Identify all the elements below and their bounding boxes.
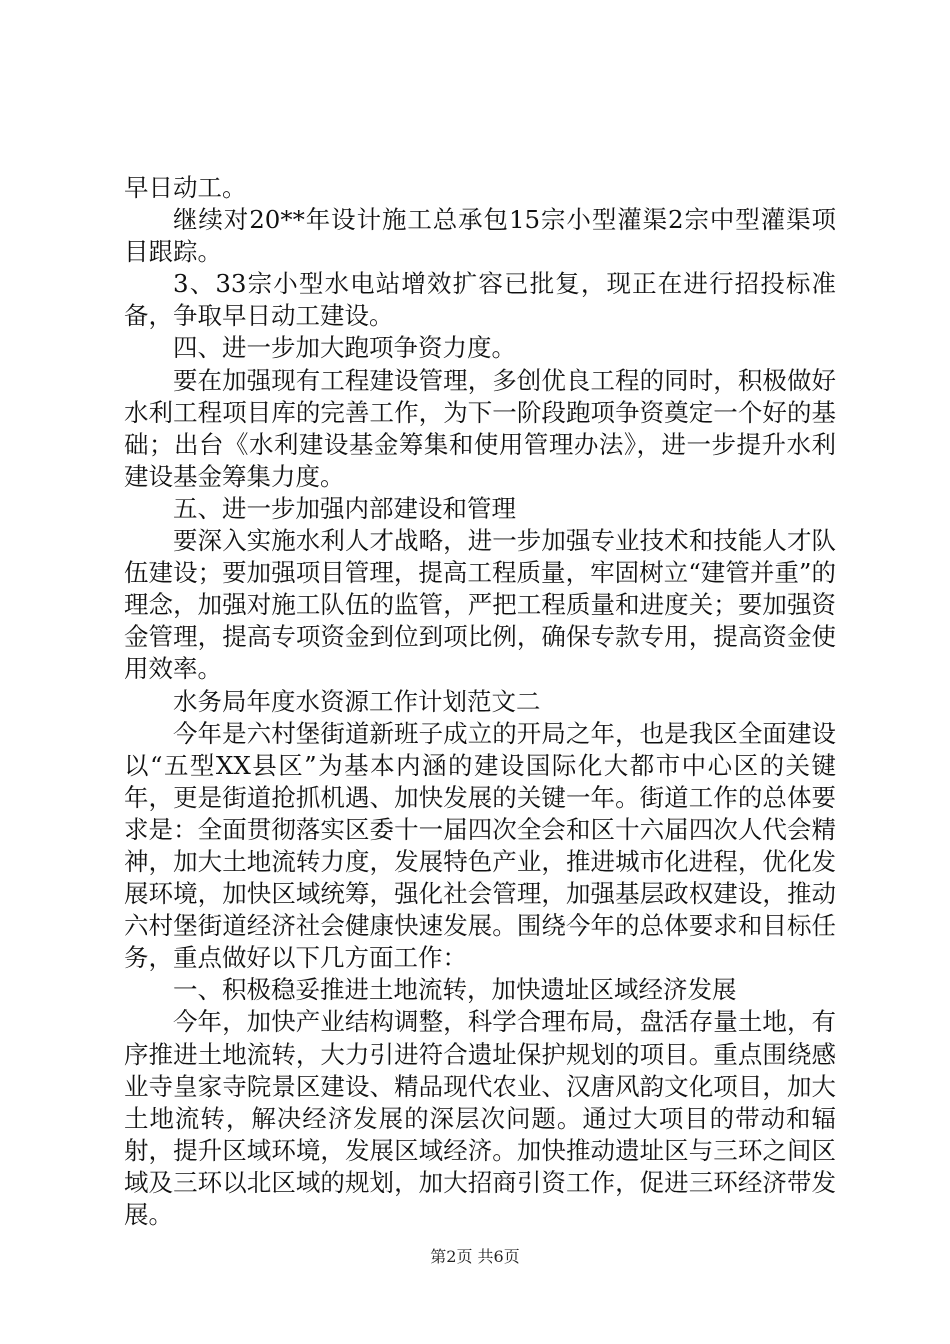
paragraph: 今年，加快产业结构调整，科学合理布局，盘活存量土地，有序推进土地流转，大力引进符合遗址保护规划的项目。重点围绕感业寺皇家寺院景区建设、精品现代农业、汉唐风韵文化项目，加大土地流转，解决经济发展的深层次问题。通过大项目的带动和辐射，提升区域环境，发展区域经济。加快推动遗址区与三环之间区域及三环以北区域的规划，加大招商引资工作，促进三环经济带发展。 (124, 1007, 836, 1229)
paragraph: 早日动工。 (124, 173, 247, 202)
paragraph: 3、33宗小型水电站增效扩容已批复，现正在进行招投标准备，争取早日动工建设。 (124, 269, 836, 331)
paragraph: 继续对20**年设计施工总承包15宗小型灌渠2宗中型灌渠项目跟踪。 (124, 205, 836, 267)
document-body (124, 172, 836, 1231)
document-title-2: 水务局年度水资源工作计划范文二 (173, 686, 541, 716)
section-heading: 五、进一步加强内部建设和管理 (173, 493, 516, 523)
section-heading: 四、进一步加大跑项争资力度。 (173, 333, 516, 363)
section-heading: 一、积极稳妥推进土地流转，加快遗址区域经济发展 (173, 975, 737, 1005)
paragraph: 今年是六村堡街道新班子成立的开局之年，也是我区全面建设以“五型XX县区”为基本内涵的建设国际化大都市中心区的关键年，更是街道抢抓机遇、加快发展的关键一年。街道工作的总体要求是：全面贯彻落实区委十一届四次全会和区十六届四次人代会精神，加大土地流转力度，发展特色产业，推进城市化进程，优化发展环境，加快区域统筹，强化社会管理，加强基层政权建设，推动六村堡街道经济社会健康快速发展。围绕今年的总体要求和目标任务，重点做好以下几方面工作： (124, 718, 836, 973)
paragraph: 要在加强现有工程建设管理，多创优良工程的同时，积极做好水利工程项目库的完善工作，为下一阶段跑项争资奠定一个好的基础；出台《水利建设基金筹集和使用管理办法》，进一步提升水利建设基金筹集力度。 (124, 365, 836, 491)
paragraph: 要深入实施水利人才战略，进一步加强专业技术和技能人才队伍建设；要加强项目管理，提高工程质量，牢固树立“建管并重”的理念，加强对施工队伍的监管，严把工程质量和进度关；要加强资金管理，提高专项资金到位到项比例，确保专款专用，提高资金使用效率。 (124, 526, 836, 684)
page-footer: 第2页 共6页 (430, 1247, 520, 1266)
